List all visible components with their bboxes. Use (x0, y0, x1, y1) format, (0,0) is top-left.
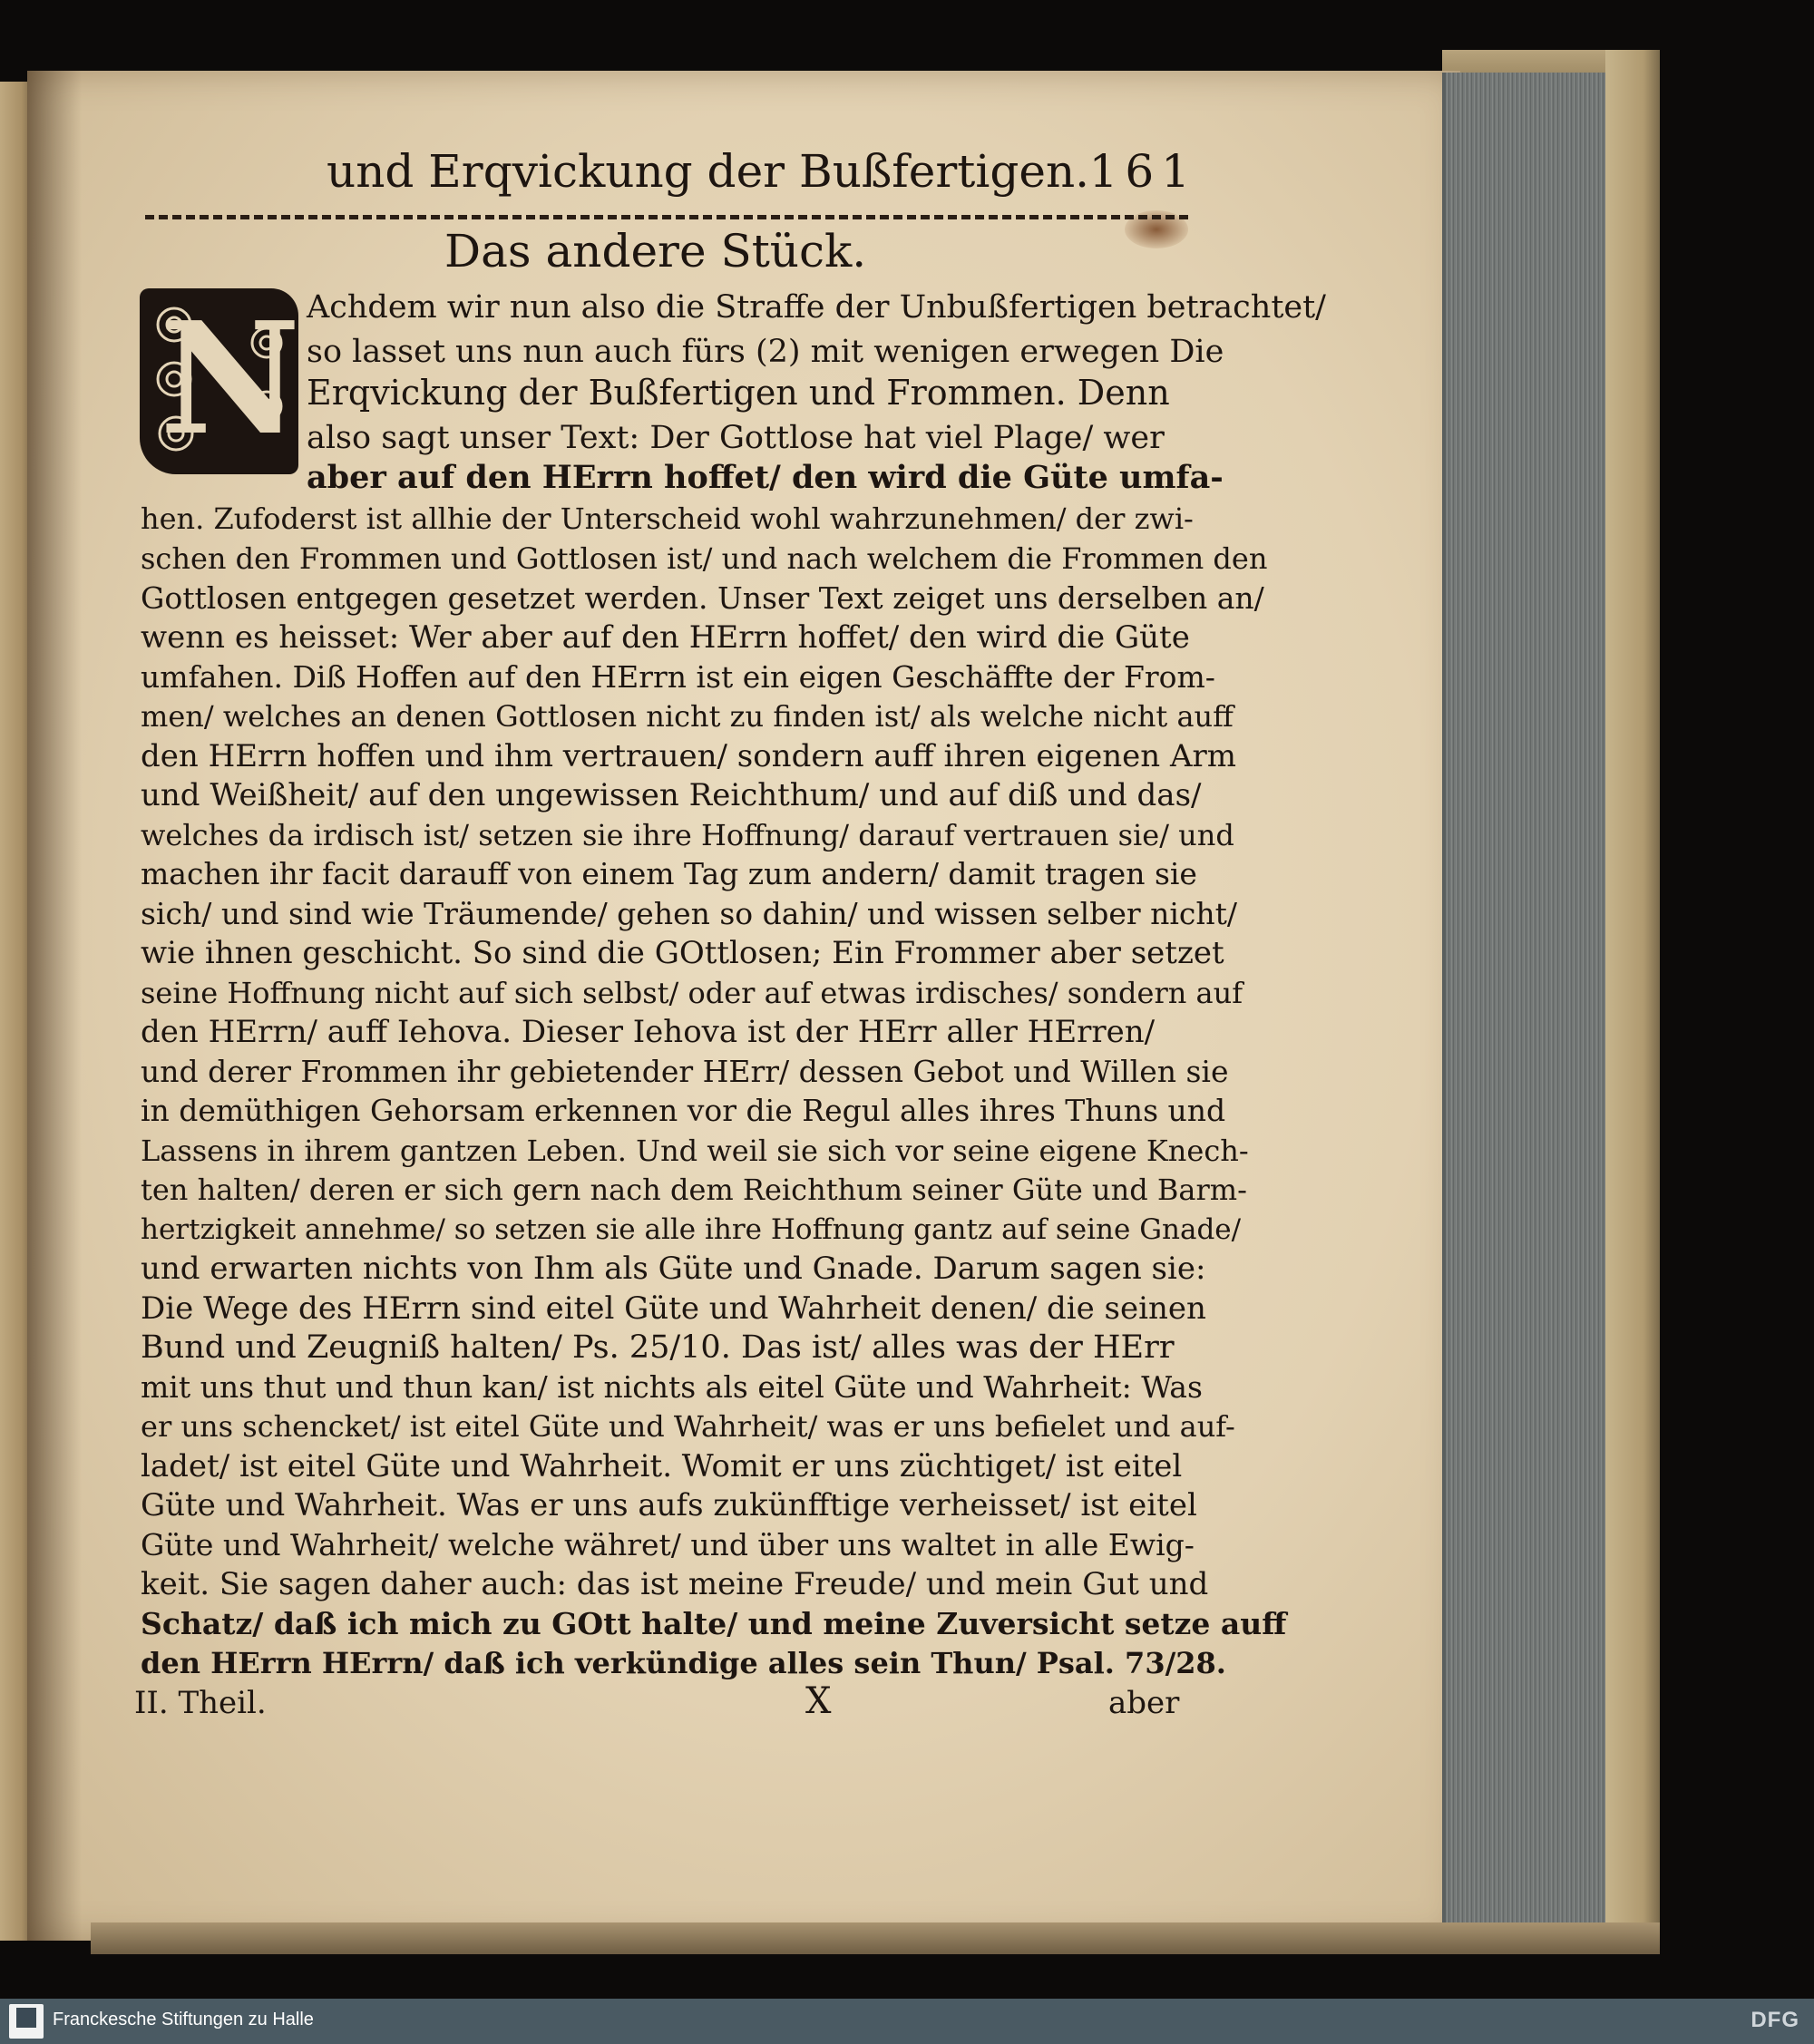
text-line-1: Achdem wir nun also die Straffe der Unbußfertigen betrachtet/ (307, 289, 1326, 326)
text-line-35: den HErrn HErrn/ daß ich verkündige alles sein Thun/ Psal. 73/28. (141, 1646, 1226, 1680)
text-line-24: hertzigkeit annehme/ so setzen sie alle ihre Hoffnung gantz auf seine Gnade/ (141, 1213, 1242, 1246)
text-line-27: Bund und Zeugniß halten/ Ps. 25/10. Das ist/ alles was der HErr (141, 1329, 1175, 1366)
page-gutter-shadow (27, 71, 82, 1941)
text-line-31: Güte und Wahrheit. Was er uns aufs zukünfftige verheisset/ ist eitel (141, 1487, 1197, 1523)
text-line-8: Gottlosen entgegen gesetzet werden. Unser Text zeiget uns derselben an/ (141, 580, 1264, 616)
text-line-6: hen. Zufoderst ist allhie der Unterscheid wohl wahrzunehmen/ der zwi- (141, 501, 1194, 536)
text-line-10: umfahen. Diß Hoffen auf den HErrn ist ein eigen Geschäffte der From- (141, 659, 1215, 695)
dfg-logo[interactable]: DFG (1751, 2008, 1799, 2032)
footer-signature: X (805, 1680, 832, 1722)
text-line-3: Erqvickung der Bußfertigen und Frommen. Denn (307, 373, 1170, 413)
text-line-30: ladet/ ist eitel Güte und Wahrheit. Womit er uns züchtiget/ ist eitel (141, 1448, 1183, 1484)
text-line-34: Schatz/ daß ich mich zu GOtt halte/ und meine Zuversicht setze auff (141, 1606, 1287, 1641)
text-line-14: welches da irdisch ist/ setzen sie ihre Hoffnung/ darauf vertrauen sie/ und (141, 818, 1234, 852)
text-line-5: aber auf den HErrn hoffet/ den wird die Güte umfa- (307, 459, 1224, 496)
book-cover-board (1605, 50, 1660, 1945)
viewer-footer-bar (0, 1999, 1814, 2044)
header-rule (145, 215, 1188, 219)
text-line-12: den HErrn hoffen und ihm vertrauen/ sondern auff ihren eigenen Arm (141, 738, 1237, 774)
text-line-18: seine Hoffnung nicht auf sich selbst/ oder auf etwas irdisches/ sondern auf (141, 976, 1243, 1010)
text-line-16: sich/ und sind wie Träumende/ gehen so dahin/ und wissen selber nicht/ (141, 896, 1238, 931)
text-line-19: den HErrn/ auff Iehova. Dieser Iehova ist der HErr aller HErren/ (141, 1014, 1156, 1050)
running-title: und Erqvickung der Bußfertigen. (327, 145, 1090, 198)
text-line-2: so lasset uns nun auch fürs (2) mit wenigen erwegen Die (307, 334, 1224, 370)
book-bottom-edge (91, 1922, 1660, 1954)
text-line-17: wie ihnen geschicht. So sind die GOttlosen; Ein Frommer aber setzet (141, 935, 1224, 971)
page-fore-edge (1442, 73, 1618, 1922)
text-line-29: er uns schencket/ ist eitel Güte und Wahrheit/ was er uns befielet und auf- (141, 1409, 1235, 1444)
text-line-13: und Weißheit/ auf den ungewissen Reichthum/ und auf diß und das/ (141, 777, 1202, 813)
institution-name[interactable]: Franckesche Stiftungen zu Halle (53, 2010, 314, 2029)
text-line-11: men/ welches an denen Gottlosen nicht zu finden ist/ als welche nicht auff (141, 699, 1234, 734)
text-line-9: wenn es heisset: Wer aber auf den HErrn hoffet/ den wird die Güte (141, 619, 1190, 656)
text-line-15: machen ihr facit darauff von einem Tag zum andern/ damit tragen sie (141, 856, 1197, 891)
text-line-22: Lassens in ihrem gantzen Leben. Und weil sie sich vor seine eigene Knech- (141, 1134, 1249, 1168)
page-number: 161 (1088, 145, 1197, 198)
text-line-25: und erwarten nichts von Ihm als Güte und Gnade. Darum sagen sie: (141, 1251, 1206, 1287)
section-heading: Das andere Stück. (444, 225, 867, 277)
text-line-33: keit. Sie sagen daher auch: das ist meine Freude/ und mein Gut und (141, 1566, 1209, 1602)
institution-logo-icon[interactable] (9, 2004, 44, 2039)
text-line-26: Die Wege des HErrn sind eitel Güte und Wahrheit denen/ die seinen (141, 1290, 1206, 1327)
text-line-7: schen den Frommen und Gottlosen ist/ und nach welchem die Frommen den (141, 541, 1268, 576)
initial-letter: N (160, 288, 301, 470)
text-line-23: ten halten/ deren er sich gern nach dem Reichthum seiner Güte und Barm- (141, 1173, 1247, 1207)
decorated-initial (140, 288, 301, 474)
text-line-21: in demüthigen Gehorsam erkennen vor die Regul alles ihres Thuns und (141, 1093, 1226, 1128)
running-head (327, 145, 1197, 218)
footer-part: II. Theil. (134, 1685, 267, 1721)
text-line-20: und derer Frommen ihr gebietender HErr/ dessen Gebot und Willen sie (141, 1054, 1229, 1089)
text-line-28: mit uns thut und thun kan/ ist nichts als eitel Güte und Wahrheit: Was (141, 1369, 1203, 1405)
text-line-32: Güte und Wahrheit/ welche währet/ und über uns waltet in alle Ewig- (141, 1527, 1195, 1562)
text-line-4: also sagt unser Text: Der Gottlose hat viel Plage/ wer (307, 420, 1165, 456)
footer-catchword: aber (1108, 1685, 1180, 1721)
